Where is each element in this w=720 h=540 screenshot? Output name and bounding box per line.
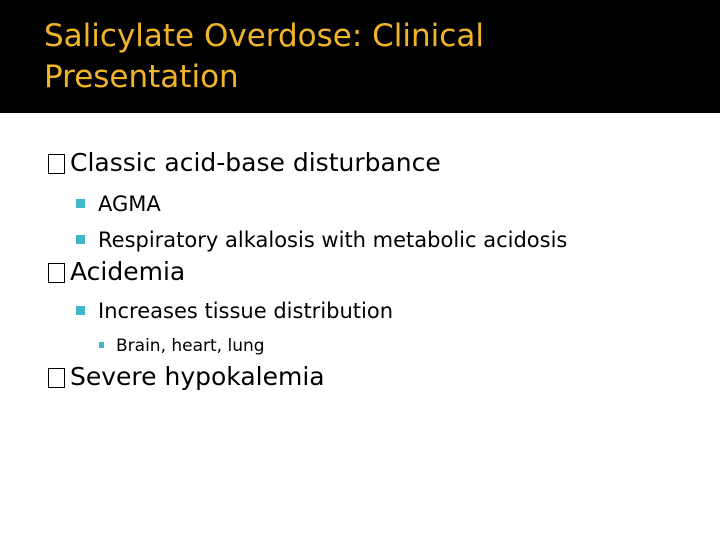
bullet-text: Classic acid-base disturbance [70, 148, 441, 177]
bullet-text: Severe hypokalemia [70, 362, 325, 391]
slide-title: Salicylate Overdose: Clinical Presentation [44, 18, 484, 95]
bullet-text: Acidemia [70, 257, 186, 286]
sub-bullet-respiratory-alkalosis [76, 227, 567, 253]
sub-bullet-text: AGMA [98, 192, 161, 216]
sub-sub-bullet-text: Brain, heart, lung [116, 336, 265, 356]
title-bar [0, 0, 720, 113]
square-bullet-icon [76, 306, 85, 315]
bullet-acidemia [48, 257, 185, 287]
missing-glyph-bullet-icon [48, 368, 65, 388]
sub-bullet-text: Increases tissue distribution [98, 299, 394, 323]
bullet-classic-acid-base [48, 148, 441, 178]
sub-bullet-tissue-distribution [76, 298, 393, 324]
square-bullet-icon [76, 235, 85, 244]
missing-glyph-bullet-icon [48, 263, 65, 283]
sub-sub-bullet-organs [99, 335, 265, 357]
sub-bullet-agma [76, 191, 161, 217]
sub-bullet-text: Respiratory alkalosis with metabolic acidosis [98, 228, 568, 252]
missing-glyph-bullet-icon [48, 154, 65, 174]
bullet-severe-hypokalemia [48, 362, 325, 392]
square-bullet-icon [76, 199, 85, 208]
square-bullet-icon [99, 342, 104, 348]
